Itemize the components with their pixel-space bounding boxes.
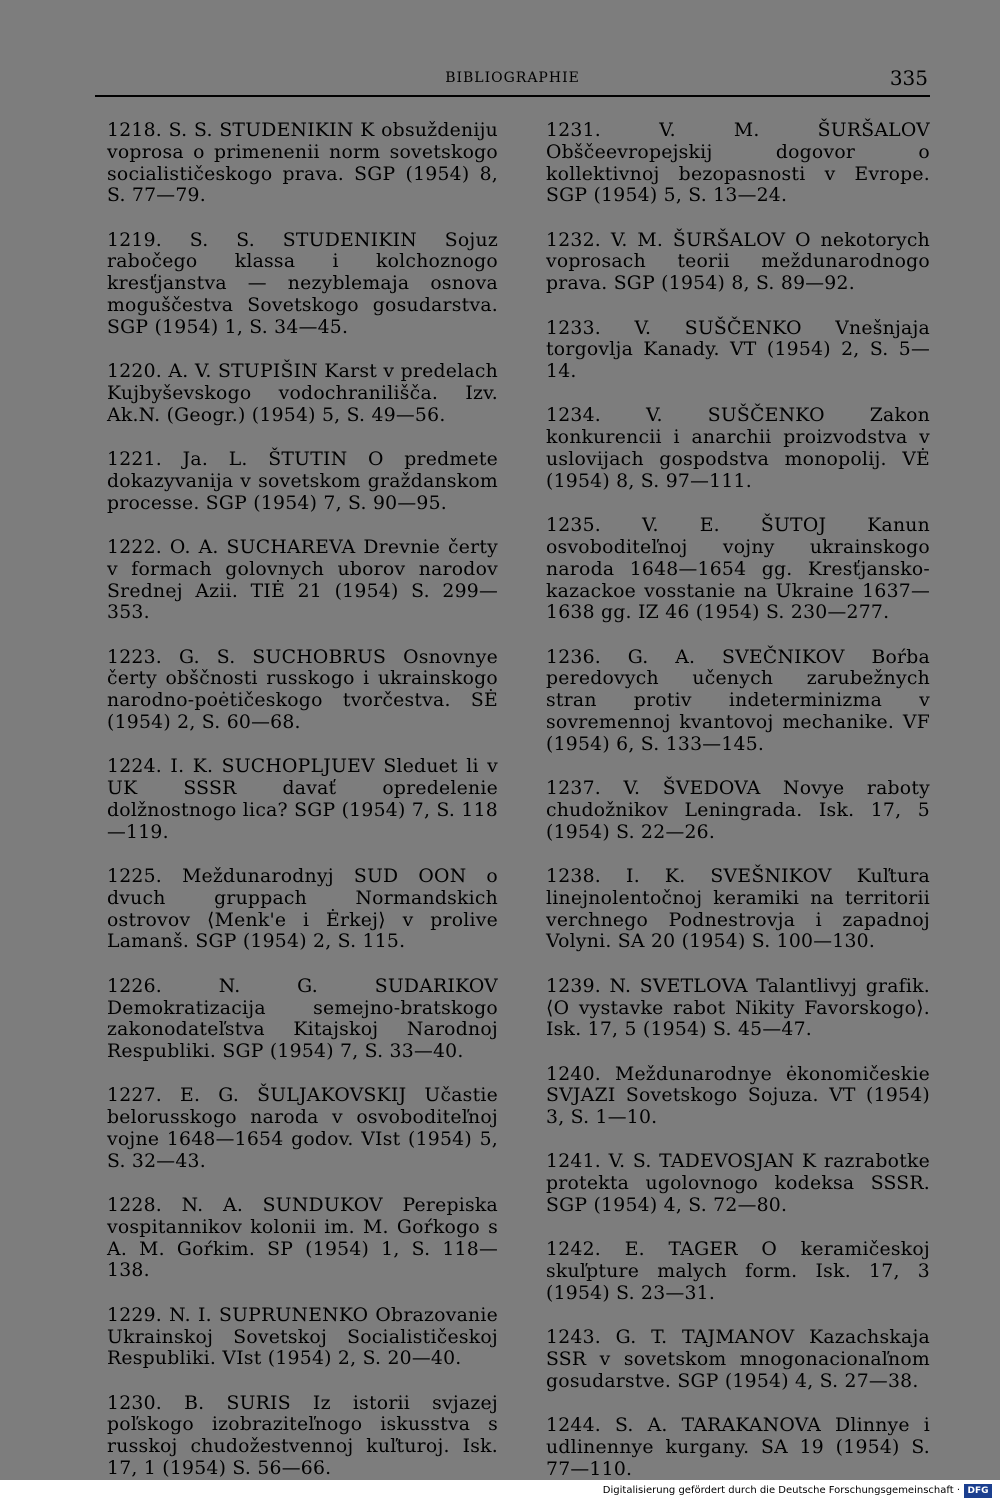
bibliography-entry: 1230. B. SURIS Iz istorii svjazej poľskogo izobraziteľnogo iskusstva s russkoj chudožestvennoj kuľturoj. Isk. 17, 1 (1954) S. 56—66. bbox=[107, 1392, 498, 1480]
bibliography-entry: 1232. V. M. ŠURŠALOV O nekotorych voprosach teorii meždunarodnogo prava. SGP (1954) 8, S. 89—92. bbox=[546, 229, 930, 295]
bibliography-entry: 1221. Ja. L. ŠTUTIN O predmete dokazyvanija v sovetskom graždanskom processe. SGP (1954) 7, S. 90—95. bbox=[107, 449, 498, 514]
bibliography-entry: 1229. N. I. SUPRUNENKO Obrazovanie Ukrainskoj Sovetskoj Socialističeskoj Respubliki. VIst (1954) 2, S. 20—40. bbox=[107, 1304, 498, 1370]
bibliography-entry: 1222. O. A. SUCHAREVA Drevnie čerty v formach golovnych uborov narodov Srednej Azii. TIĖ 21 (1954) S. 299—353. bbox=[107, 536, 498, 624]
page-number: 335 bbox=[889, 66, 928, 90]
dfg-logo: DFG bbox=[964, 1484, 992, 1498]
bibliography-entry: 1224. I. K. SUCHOPLJUEV Sleduet li v UK SSSR davať opredelenie dolžnostnogo lica? SGP (1954) 7, S. 118—119. bbox=[107, 756, 498, 843]
credit-text: Digitalisierung gefördert durch die Deutsche Forschungsgemeinschaft · bbox=[602, 1485, 960, 1496]
digitization-credit bbox=[0, 1480, 1000, 1502]
bibliography-entry: 1243. G. T. TAJMANOV Kazachskaja SSR v sovetskom mnogonacionaľnom gosudarstve. SGP (1954) 4, S. 27—38. bbox=[546, 1327, 930, 1392]
bibliography-entry: 1220. A. V. STUPIŠIN Karst v predelach Kujbyševskogo vodochranilišča. Izv. Ak.N. (Geogr.) (1954) 5, S. 49—56. bbox=[107, 361, 498, 426]
bibliography-entry: 1234. V. SUŠČENKO Zakon konkurencii i anarchii proizvodstva v uslovijach gospodstva monopolij. VĖ (1954) 8, S. 97—111. bbox=[546, 405, 930, 492]
bibliography-entry: 1240. Meždunarodnye ėkonomičeskie SVJAZI Sovetskogo Sojuza. VT (1954) 3, S. 1—10. bbox=[546, 1063, 930, 1129]
bibliography-entry: 1238. I. K. SVEŠNIKOV Kuľtura linejnolentočnoj keramiki na territorii verchnego Podnestrovja i zapadnoj Volyni. SA 20 (1954) S. 100—130. bbox=[546, 866, 930, 953]
header-rule bbox=[95, 95, 930, 97]
bibliography-entry: 1235. V. E. ŠUTOJ Kanun osvoboditeľnoj vojny ukrainskogo naroda 1648—1654 gg. Kresťjansko-kazackoe vosstanie na Ukraine 1637—1638 gg. IZ 46 (1954) S. 230—277. bbox=[546, 515, 930, 624]
bibliography-entry: 1223. G. S. SUCHOBRUS Osnovnye čerty obščnosti russkogo i ukrainskogo narodno-poėtičeskogo tvorčestva. SĖ (1954) 2, S. 60—68. bbox=[107, 646, 498, 734]
right-column bbox=[546, 120, 930, 1503]
bibliography-entry: 1225. Meždunarodnyj SUD OON o dvuch gruppach Normandskich ostrovov ⟨Menk'e i Ėrkej⟩ v prolive Lamanš. SGP (1954) 2, S. 115. bbox=[107, 866, 498, 953]
bibliography-entry: 1219. S. S. STUDENIKIN Sojuz rabočego klassa i kolchoznogo kresťjanstva — nezyblemaja osnova moguščestva Sovetskogo gosudarstva. SGP (1954) 1, S. 34—45. bbox=[107, 229, 498, 338]
bibliography-entry: 1228. N. A. SUNDUKOV Perepiska vospitannikov kolonii im. M. Goŕkogo s A. M. Goŕkim. SP (1954) 1, S. 118—138. bbox=[107, 1195, 498, 1282]
running-head bbox=[95, 66, 930, 94]
bibliography-entry: 1244. S. A. TARAKANOVA Dlinnye i udlinennye kurgany. SA 19 (1954) S. 77—110. bbox=[546, 1415, 930, 1480]
bibliography-entry: 1237. V. ŠVEDOVA Novye raboty chudožnikov Leningrada. Isk. 17, 5 (1954) S. 22—26. bbox=[546, 778, 930, 843]
bibliography-entry: 1226. N. G. SUDARIKOV Demokratizacija semejno-bratskogo zakonodateľstva Kitajskoj Narodnoj Respubliki. SGP (1954) 7, S. 33—40. bbox=[107, 975, 498, 1063]
bibliography-entry: 1218. S. S. STUDENIKIN K obsuždeniju voprosa o primenenii norm sovetskogo socialističeskogo prava. SGP (1954) 8, S. 77—79. bbox=[107, 120, 498, 207]
running-head-title: BIBLIOGRAPHIE bbox=[445, 70, 580, 86]
bibliography-entry: 1236. G. A. SVEČNIKOV Boŕba peredovych učenych zarubežnych stran protiv indeterminizma v sovremennoj kvantovoj mechanike. VF (1954) 6, S. 133—145. bbox=[546, 646, 930, 755]
bibliography-entry: 1242. E. TAGER O keramičeskoj skuľpture malych form. Isk. 17, 3 (1954) S. 23—31. bbox=[546, 1239, 930, 1304]
bibliography-entry: 1241. V. S. TADEVOSJAN K razrabotke protekta ugolovnogo kodeksa SSSR. SGP (1954) 4, S. 72—80. bbox=[546, 1151, 930, 1217]
bibliography-entry: 1227. E. G. ŠULJAKOVSKIJ Učastie belorusskogo naroda v osvoboditeľnoj vojne 1648—1654 godov. VIst (1954) 5, S. 32—43. bbox=[107, 1085, 498, 1172]
bibliography-entry: 1231. V. M. ŠURŠALOV Obščeevropejskij dogovor o kollektivnoj bezopasnosti v Evrope. SGP (1954) 5, S. 13—24. bbox=[546, 120, 930, 207]
bibliography-entry: 1239. N. SVETLOVA Talantlivyj grafik. ⟨O vystavke rabot Nikity Favorskogo⟩. Isk. 17, 5 (1954) S. 45—47. bbox=[546, 975, 930, 1041]
bibliography-entry: 1233. V. SUŠČENKO Vnešnjaja torgovlja Kanady. VT (1954) 2, S. 5—14. bbox=[546, 317, 930, 383]
left-column bbox=[107, 120, 498, 1502]
